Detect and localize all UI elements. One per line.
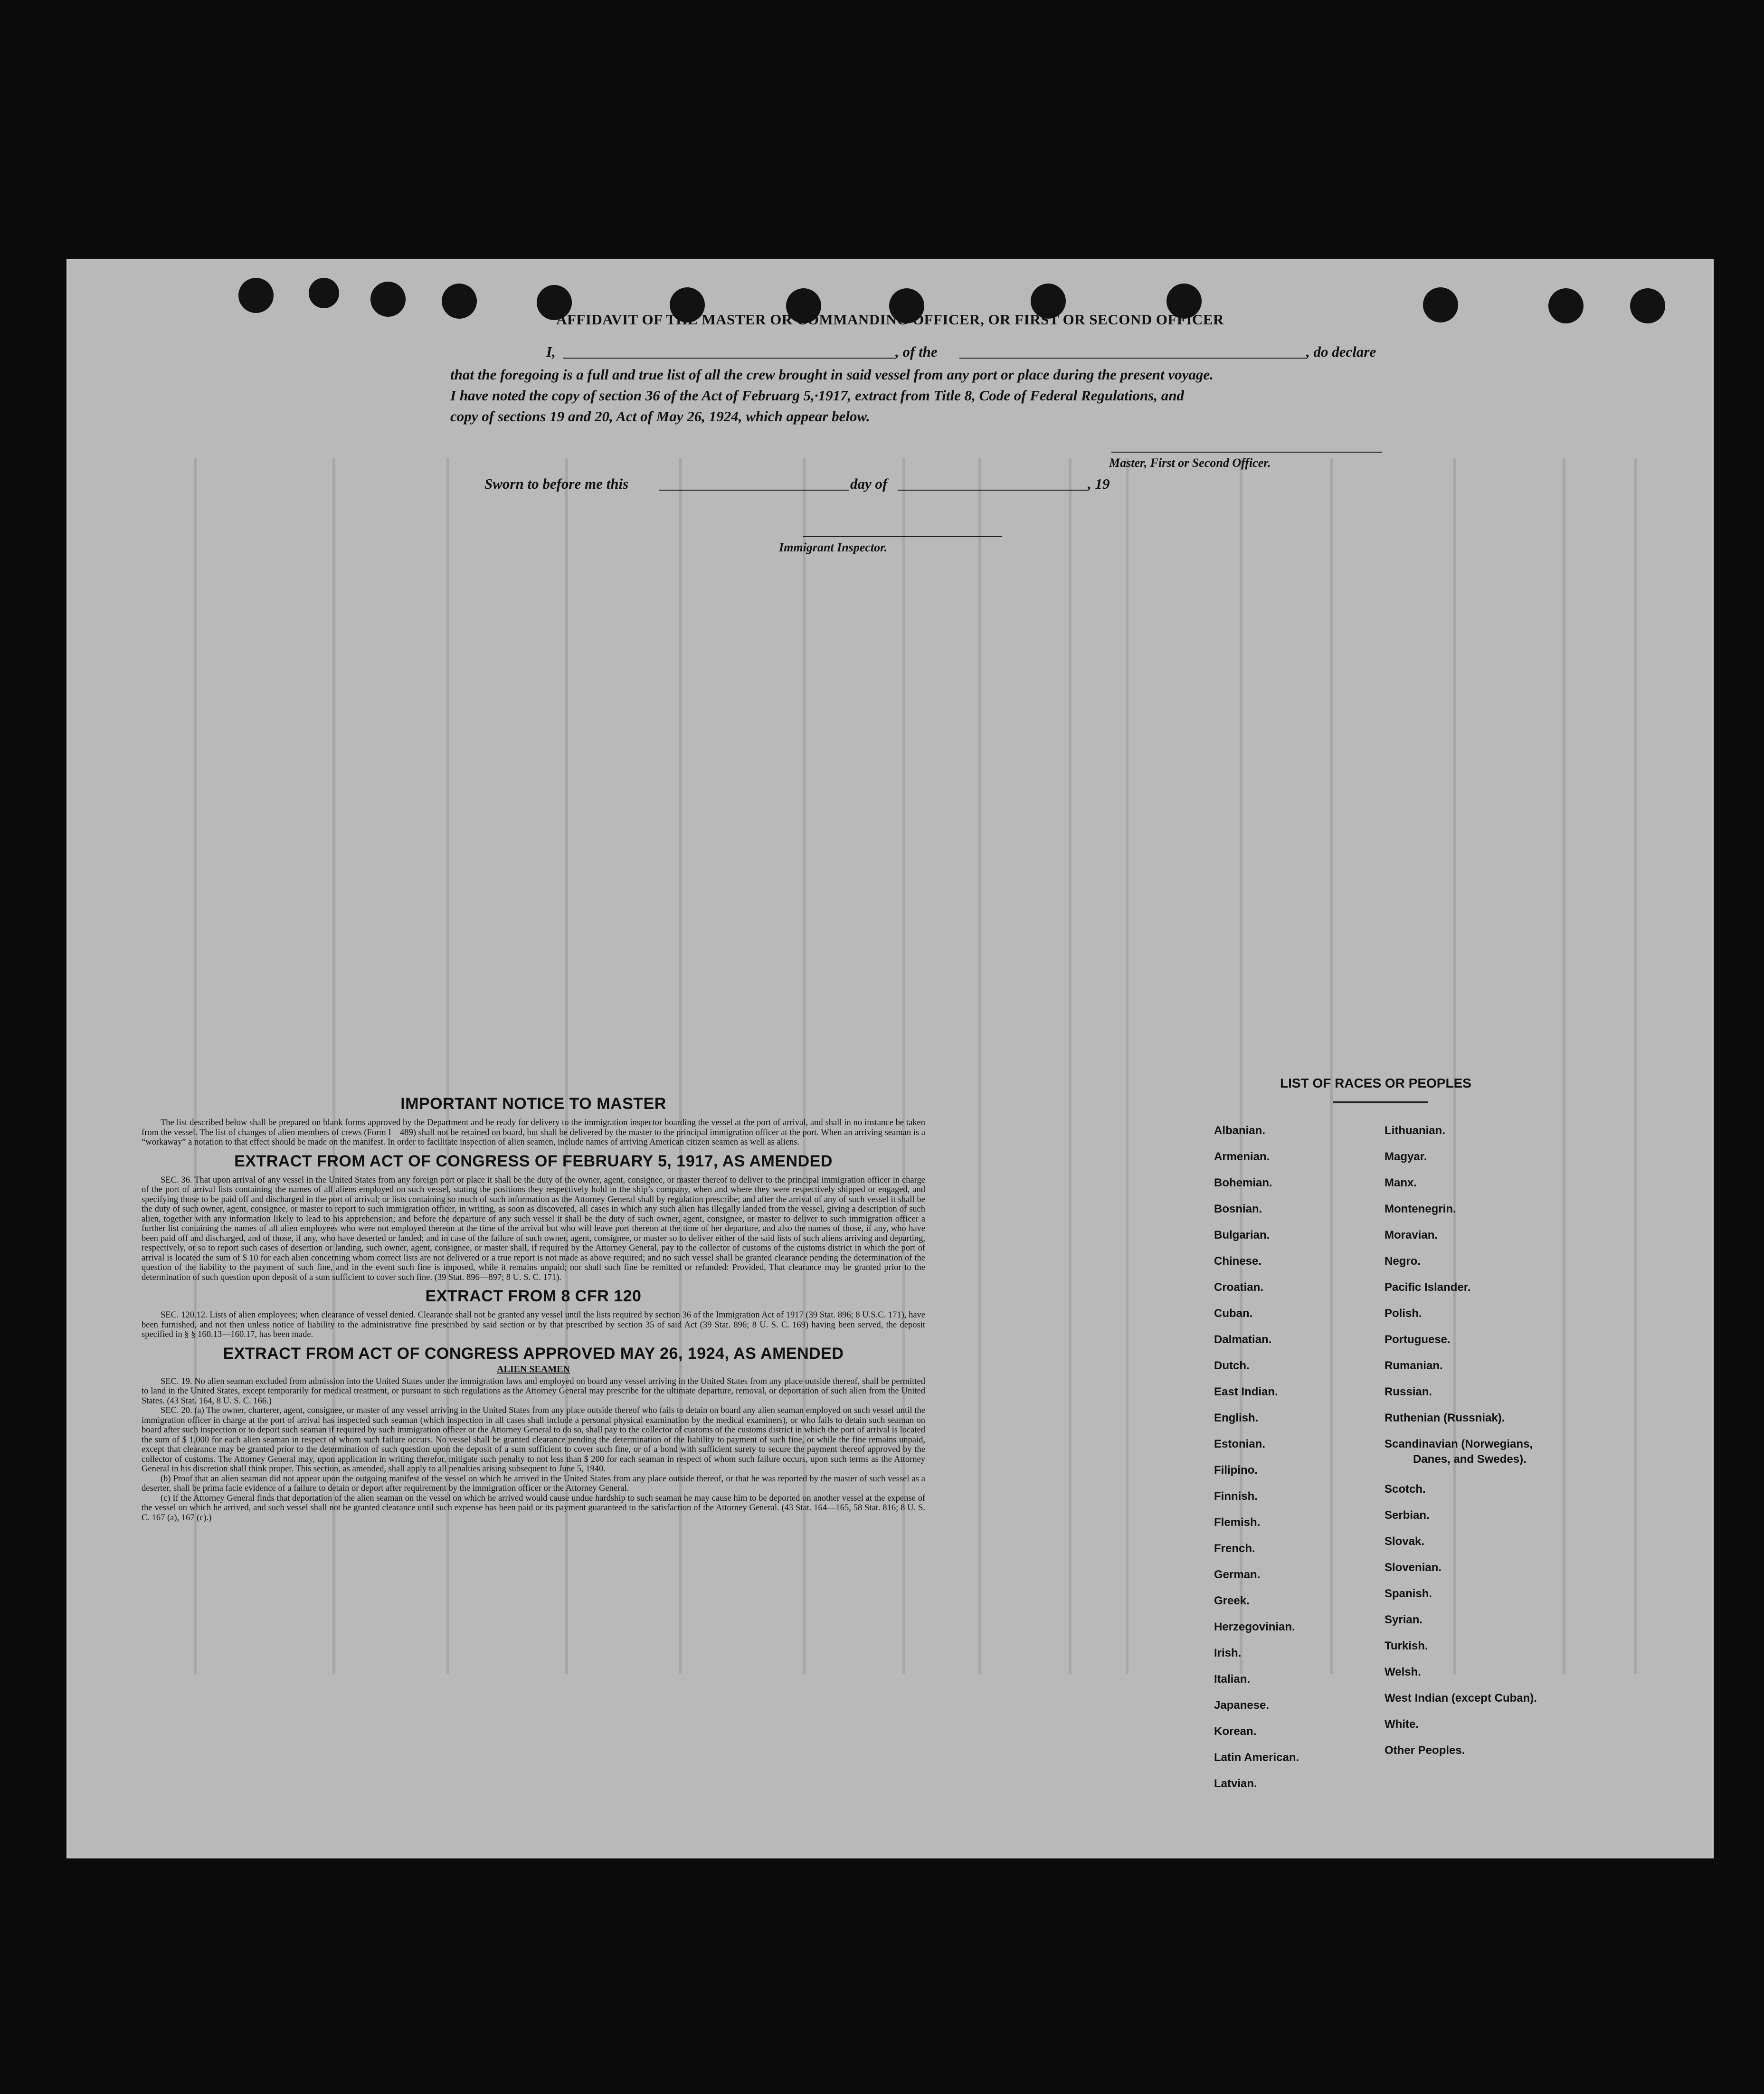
race-item: Serbian. [1385,1509,1430,1522]
race-item: Welsh. [1385,1666,1421,1678]
name-blank[interactable] [563,358,895,359]
year-text: , 19 [1088,475,1110,492]
race-item: Croatian. [1214,1281,1264,1294]
declare-i: I, [546,343,556,360]
race-item: Finnish. [1214,1490,1258,1503]
declare-end: , do declare [1306,343,1376,360]
race-item: Moravian. [1385,1229,1438,1241]
race-item: East Indian. [1214,1385,1278,1398]
manifest-sheet [66,259,1714,1858]
ghost-column-rule [978,458,981,1674]
race-item: Filipino. [1214,1464,1258,1477]
ghost-column-rule [1330,458,1333,1674]
notice-text: The list described below shall be prepared on blank forms approved by the Department and be ready for delivery to the immigration inspector boarding the vessel at the port of arrival, and shall in no instance be taken from the vessel. The list of changes of alien members of crews (Form I—489) shall not be retained on board, but shall be delivered by the master to the principal immigration officer at the port. When an arriving seaman is a “workaway” a notation to that effect should be made on the manifest. In order to facilitate inspection of alien seamen, include names of arriving American citizen seamen as well as aliens. [142,1118,925,1147]
notice-title: IMPORTANT NOTICE TO MASTER [400,1095,666,1113]
race-item: Dutch. [1214,1359,1250,1372]
signature-line[interactable] [1111,452,1382,453]
sworn-month-blank[interactable] [898,490,1088,491]
ghost-column-rule [1563,458,1565,1674]
affidavit-line-3: I have noted the copy of section 36 of the Act of Februarg 5,·1917, extract from Title 8, Code of Federal Regulations, and [450,387,1185,404]
extract-1924-subtitle: ALIEN SEAMEN [497,1364,570,1374]
vessel-blank[interactable] [959,358,1306,359]
race-item: Lithuanian. [1385,1124,1445,1137]
extract-1924-title: EXTRACT FROM ACT OF CONGRESS APPROVED MAY 26, 1924, AS AMENDED [223,1344,844,1363]
race-item: Spanish. [1385,1587,1432,1600]
race-item: Slovak. [1385,1535,1425,1548]
race-item: Turkish. [1385,1639,1428,1652]
race-item: West Indian (except Cuban). [1385,1692,1537,1705]
race-item: Armenian. [1214,1150,1270,1163]
day-of-text: day of [850,475,888,492]
race-item: Flemish. [1214,1516,1261,1529]
race-item: Albanian. [1214,1124,1266,1137]
race-item: Herzegovinian. [1214,1620,1295,1633]
race-item: Magyar. [1385,1150,1427,1163]
race-item: Ruthenian (Russniak). [1385,1412,1505,1424]
ghost-column-rule [1453,458,1456,1674]
race-item: Latin American. [1214,1751,1299,1764]
punch-hole [238,278,274,313]
affidavit-line-4: copy of sections 19 and 20, Act of May 26, 1924, which appear below. [450,408,870,425]
extract-1917-title: EXTRACT FROM ACT OF CONGRESS OF FEBRUARY 5, 1917, AS AMENDED [234,1152,833,1170]
ghost-column-rule [1126,458,1129,1674]
extract-cfr-text: SEC. 120.12. Lists of alien employees; when clearance of vessel denied. Clearance shall not be granted any vessel until the lists required by section 36 of the Immigration Act of 1917 (39 Stat. 896; 8 U.S.C. 171), have been furnished, and not then unless notice of liability to the administrative fine prescribed by said section or by that prescribed by section 35 of said Act (39 Stat. 896; 8 U. S. C. 169) having been served, the deposit specified in § § 160.13—160.17, has been made. [142,1310,925,1339]
affidavit-title: AFFIDAVIT OF THE MASTER OR COMMANDING OFFICER, OR FIRST OR SECOND OFFICER [556,311,1224,328]
extract-1924-sec20c: (c) If the Attorney General finds that deportation of the alien seaman on the vessel on which he arrived would cause undue hardship to such seaman he may cause him to be deported on another vessel at the expense of the vessel on which he arrived, and such vessel shall not be granted clearance until such expense has been paid or its payment guaranteed to the satisfaction of the Attorney General. (43 Stat. 164—165, 58 Stat. 816; 8 U. S. C. 167 (a), 167 (c).) [142,1493,925,1523]
ghost-column-rule [1069,458,1072,1674]
sworn-text: Sworn to before me this [484,475,629,492]
race-item: Portuguese. [1385,1333,1451,1346]
race-item: Estonian. [1214,1438,1266,1450]
race-item: Dalmatian. [1214,1333,1272,1346]
race-item: Irish. [1214,1647,1242,1659]
race-item: Scotch. [1385,1483,1426,1496]
extract-1924-sec20a: SEC. 20. (a) The owner, charterer, agent, consignee, or master of any vessel arriving in the United States from any place outside thereof who fails to detain on board any alien seaman employed on such vessel until the immigration officer in charge at the port of arrival has inspected such seaman (which inspection in all cases shall include a personal physical examination by the medical examiners), or who fails to detain such seaman on board after such inspection or to deport such seaman if required by such immigration officer or the Attorney General to do so, shall pay to the collector of customs of the customs district in which the port of arrival is located the sum of $ 1,000 for each alien seaman in respect of whom such failure occurs. No vessel shall be granted clearance pending the determination of the liability to payment of such fine, or while the fine remains unpaid, except that clearance may be granted prior to the determination of such question upon the deposit of a sum sufficient to cover such fine, or of a bond with sufficient surety to secure the payment thereof approved by the collector of customs. The Attorney General may, upon application in writing therefor, mitigate such penalty to not less than $ 200 for each seaman in respect of whom such failure occurs, upon such terms as the Attorney General in his discretion shall think proper. This section, as amended, shall apply to all penalties arising subsequent to June 5, 1940. [142,1406,925,1474]
race-item: Chinese. [1214,1255,1262,1268]
race-item: Greek. [1214,1594,1250,1607]
race-item: Pacific Islander. [1385,1281,1471,1294]
race-item: Slovenian. [1385,1561,1442,1574]
affidavit-line-2: that the foregoing is a full and true list of all the crew brought in said vessel from any port or place during the present voyage. [450,366,1214,383]
race-item: Negro. [1385,1255,1421,1268]
extract-1924-sec20b: (b) Proof that an alien seaman did not appear upon the outgoing manifest of the vessel on which he arrived in the United States from any place outside thereof, or that he was reported by the master of such vessel as a deserter, shall be prima facie evidence of a failure to detain or deport after requirement by the immigration officer or the Attorney General. [142,1474,925,1493]
race-item: Scandinavian (Norwegians, [1385,1438,1533,1450]
race-item: Bosnian. [1214,1203,1262,1215]
race-item: Russian. [1385,1385,1432,1398]
legal-notice-block [142,1095,925,1527]
sworn-day-blank[interactable] [659,490,849,491]
inspector-label: Immigrant Inspector. [779,540,888,554]
race-item: English. [1214,1412,1259,1424]
race-item: French. [1214,1542,1255,1555]
race-item: German. [1214,1568,1261,1581]
race-item: Cuban. [1214,1307,1253,1320]
race-item: Montenegrin. [1385,1203,1456,1215]
declare-of-the: , of the [895,343,938,360]
race-item: Korean. [1214,1725,1257,1738]
race-item: Latvian. [1214,1777,1257,1790]
race-item: Syrian. [1385,1613,1423,1626]
race-item: Bohemian. [1214,1176,1272,1189]
races-title-rule [1333,1101,1428,1103]
inspector-signature-line[interactable] [803,536,1002,537]
races-title: LIST OF RACES OR PEOPLES [1280,1076,1471,1090]
master-officer-label: Master, First or Second Officer. [1109,456,1271,470]
race-item: Manx. [1385,1176,1417,1189]
race-item: White. [1385,1718,1419,1731]
race-item: Danes, and Swedes). [1413,1453,1527,1466]
race-item: Italian. [1214,1673,1251,1686]
race-item: Rumanian. [1385,1359,1443,1372]
extract-cfr-title: EXTRACT FROM 8 CFR 120 [425,1287,642,1305]
ghost-column-rule [1634,458,1637,1674]
race-item: Bulgarian. [1214,1229,1270,1241]
race-item: Other Peoples. [1385,1744,1465,1757]
race-item: Polish. [1385,1307,1422,1320]
punch-hole [309,278,339,308]
extract-1917-text: SEC. 36. That upon arrival of any vessel in the United States from any foreign port or place it shall be the duty of the owner, agent, consignee, or master thereof to deliver to the principal immigration officer in charge of the port of arrival lists containing the names of all aliens employed on such vessel, stating the positions they respectively hold in the ship’s company, when and where they were respectively shipped or engaged, and specifying those to be paid off and discharged in the port of arrival; or lists containing so much of such information as the Attorney General shall by regulation prescribe; and after the arrival of any of such vessel it shall be the duty of such owner, agent, consignee, or master to report to such immigration officer, in writing, as soon as discovered, all cases in which any such alien has illegally landed from the vessel, giving a description of such alien, together with any information likely to lead to his apprehension; and before the departure of any such vessel it shall be the duty of such owner, agent, consignee, or master to deliver to such immigration officer a further list containing the names of all alien employees who were not employed thereon at the time of the arrival but who will leave port thereon at the time of her departure, and also the names of those, if any, who have been paid off and discharged, and of those, if any, who have deserted or landed; and in case of the failure of such owner, agent, consignee, or master so to deliver either of the said lists of such aliens arriving and departing, respectively, or so to report such cases of desertion or landing, such owner, agent, consignee, or master shall, if required by the Attorney General, pay to the collector of customs of the customs district in which the port of arrival is located the sum of $ 10 for each alien concerning whom correct lists are not delivered or a true report is not made as above required; and no such vessel shall be granted clearance pending the determination of the question of the liability to the payment of such fine, and in the event such fine is imposed, while it remains unpaid; nor shall such fine be remitted or refunded: Provided, That clearance may be granted prior to the determination of such question upon deposit of a sum sufficient to cover such fine. (39 Stat. 896—897; 8 U. S. C. 171). [142,1175,925,1282]
race-item: Japanese. [1214,1699,1270,1712]
extract-1924-sec19: SEC. 19. No alien seaman excluded from admission into the United States under the immigration laws and employed on board any vessel arriving in the United States from any place outside thereof, shall be permitted to land in the United States, except temporarily for medical treatment, or pursuant to such regulations as the Attorney General may prescribe for the ultimate departure, removal, or deportation of such alien from the United States. (43 Stat. 164, 8 U. S. C. 166.) [142,1376,925,1406]
